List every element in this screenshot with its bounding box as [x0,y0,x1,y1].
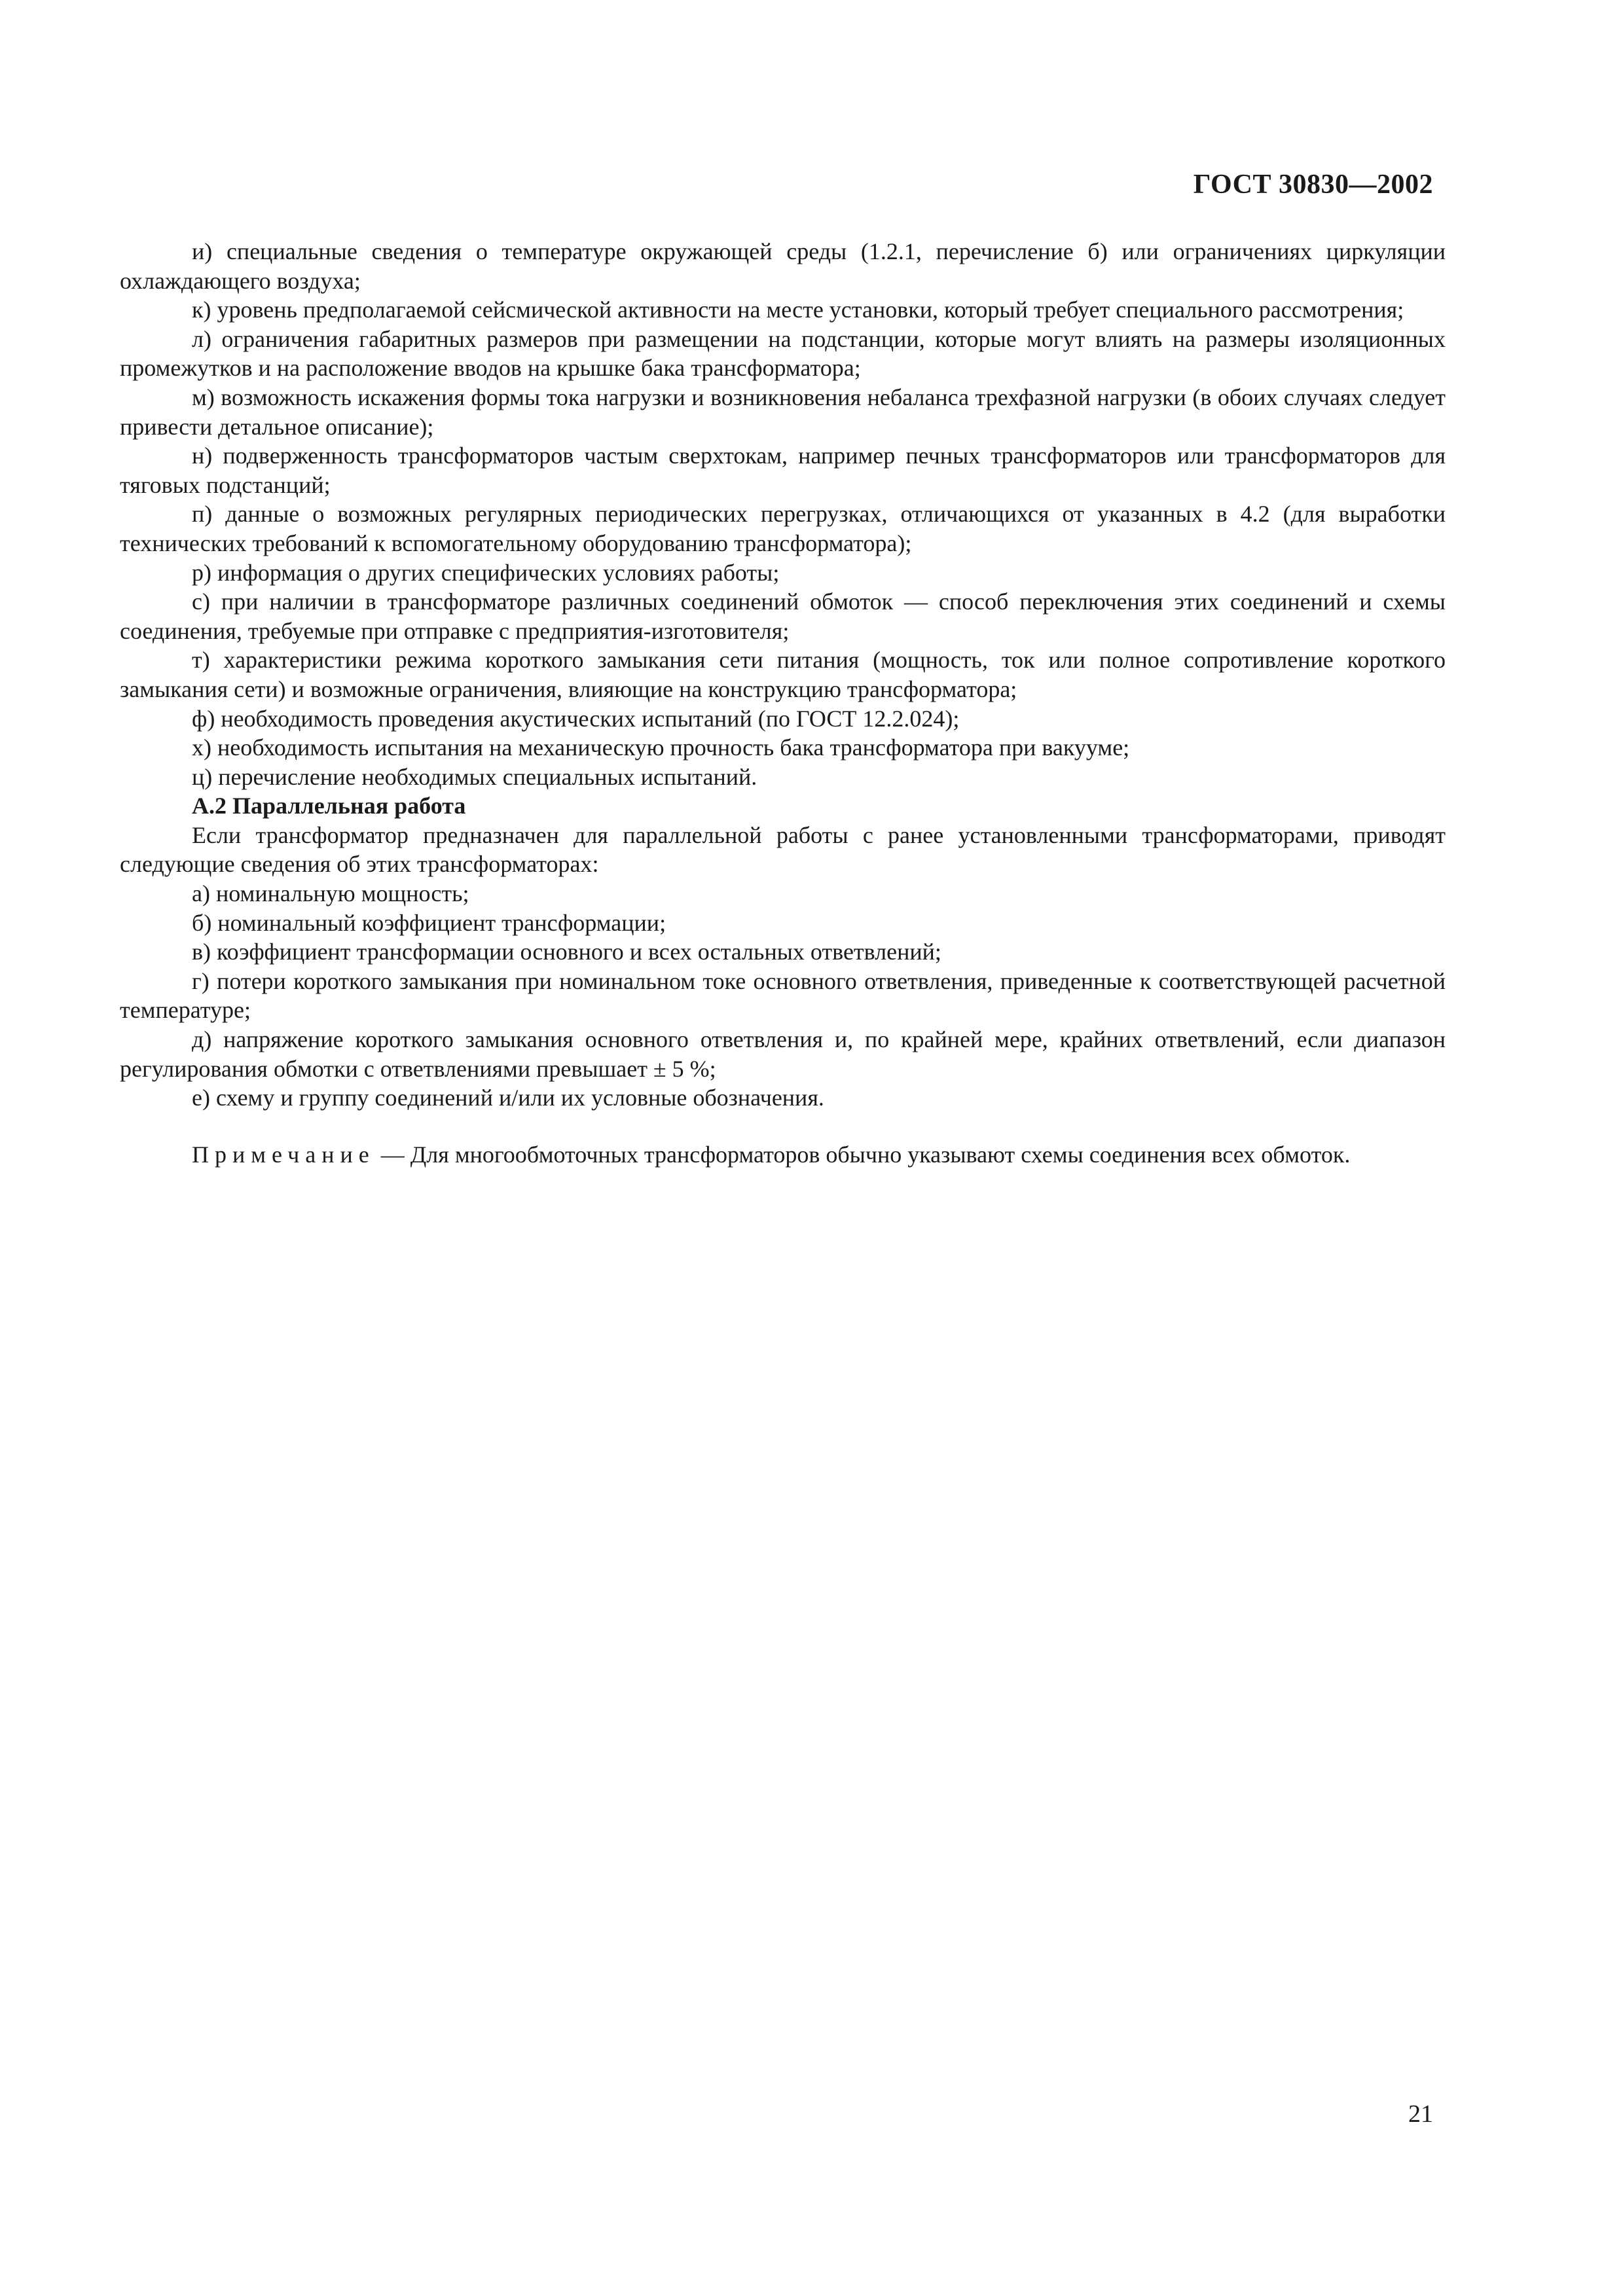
list-item-m: м) возможность искажения формы тока нагрузки и возникновения небаланса трехфазной нагрузки (в обоих случаях следует привести детальное описание); [120,384,1446,440]
list-item-ts: ц) перечисление необходимых специальных испытаний. [192,763,757,790]
page-number: 21 [1408,2100,1433,2128]
list-item-l: л) ограничения габаритных размеров при размещении на подстанции, которые могут влиять на размеры изоляционных промежутков и на расположение вводов на крышке бака трансформатора; [120,325,1446,382]
list-item-f: ф) необходимость проведения акустических испытаний (по ГОСТ 12.2.024); [192,705,960,732]
document-body [120,237,1446,1169]
list-item-a: а) номинальную мощность; [192,880,469,907]
standard-header: ГОСТ 30830—2002 [1193,170,1433,200]
list-item-e: е) схему и группу соединений и/или их условные обозначения. [192,1085,824,1111]
list-item-i: и) специальные сведения о температуре окружающей среды (1.2.1, перечисление б) или ограничениях циркуляции охлаждающего воздуха; [120,238,1446,294]
list-item-p: п) данные о возможных регулярных периодических перегрузках, отличающихся от указанных в 4.2 (для выработки технических требований к вспомогательному оборудованию трансформатора); [120,501,1446,556]
list-item-v: в) коэффициент трансформации основного и всех остальных ответвлений; [192,939,941,965]
section-intro-a2: Если трансформатор предназначен для параллельной работы с ранее установленными трансформаторами, приводят следующие сведения об этих трансформаторах: [120,821,1446,878]
list-item-g: г) потери короткого замыкания при номинальном токе основного ответвления, приведенные к соответствующей расчетной температуре; [120,967,1446,1024]
list-item-kh: х) необходимость испытания на механическую прочность бака трансформатора при вакууме; [192,734,1130,761]
list-item-r: р) информация о других специфических условиях работы; [192,559,780,586]
list-item-k: к) уровень предполагаемой сейсмической активности на месте установки, который требует специального рассмотрения; [192,296,1404,323]
note-text: — Для многообмоточных трансформаторов обычно указывают схемы соединения всех обмоток. [374,1141,1351,1168]
list-item-b: б) номинальный коэффициент трансформации; [192,909,666,936]
list-item-n: н) подверженность трансформаторов частым сверхтокам, например печных трансформаторов или трансформаторов для тяговых подстанций; [120,442,1446,498]
list-item-d: д) напряжение короткого замыкания основного ответвления и, по крайней мере, крайних ответвлений, если диапазон регулирования обмотки с ответвлениями превышает ± 5 %; [120,1026,1446,1082]
list-item-s: с) при наличии в трансформаторе различных соединений обмоток — способ переключения этих соединений и схемы соединения, требуемые при отправке с предприятия-изготовителя; [120,588,1446,644]
list-item-t: т) характеристики режима короткого замыкания сети питания (мощность, ток или полное сопротивление короткого замыкания сети) и возможные ограничения, влияющие на конструкцию трансформатора; [120,647,1446,702]
note-label: Примечание [192,1141,375,1168]
note-paragraph [120,1140,1446,1170]
section-heading-a2: А.2 Параллельная работа [192,793,466,819]
